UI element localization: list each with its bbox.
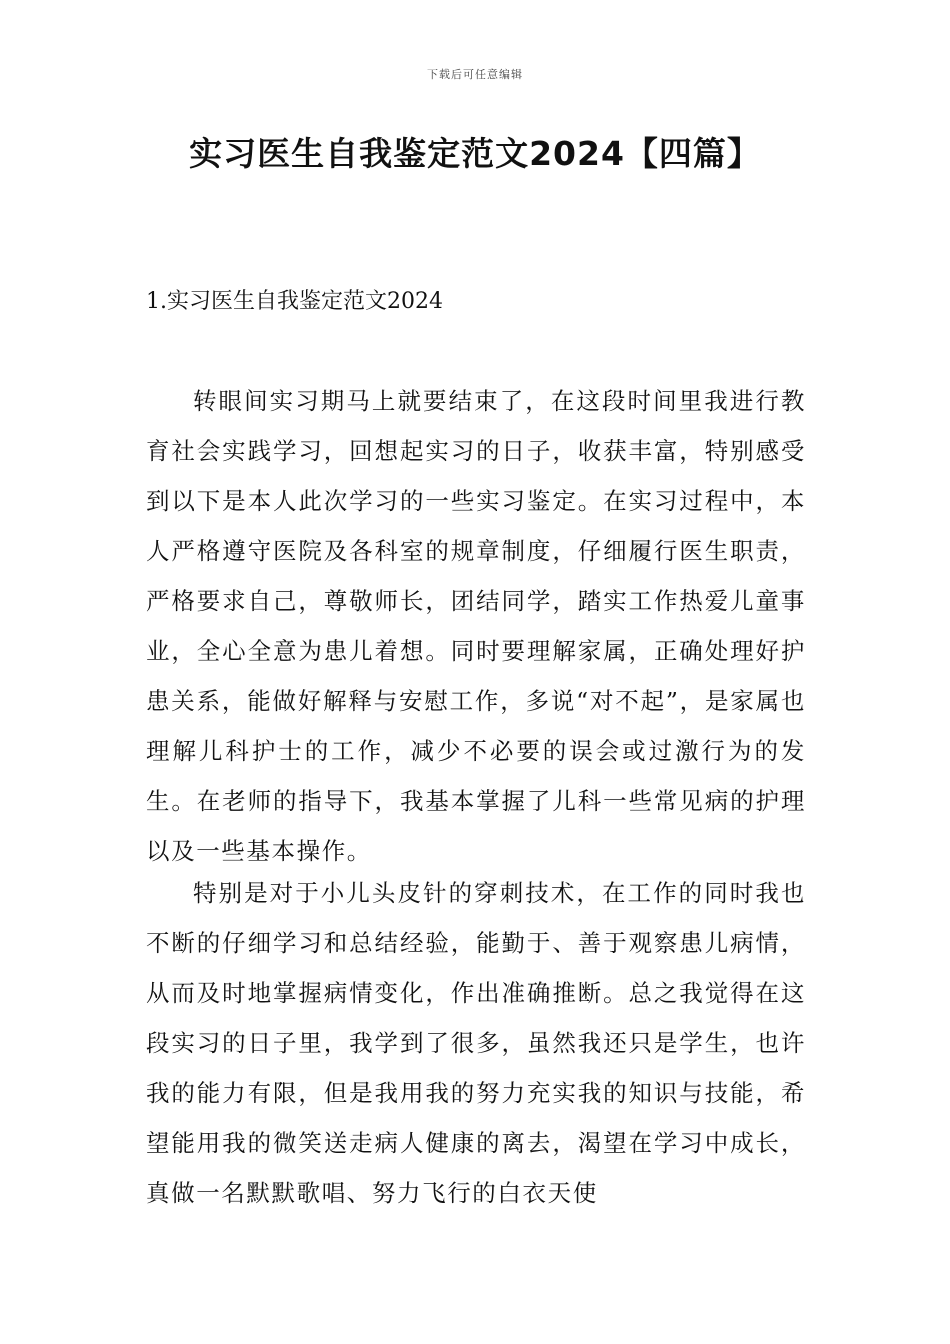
section-heading: 1.实习医生自我鉴定范文2024 [146, 289, 443, 314]
header-note: 下载后可任意编辑 [427, 68, 523, 81]
body-paragraph: 转眼间实习期马上就要结束了，在这段时间里我进行教育社会实践学习，回想起实习的日子，收获丰富，特别感受到以下是本人此次学习的一些实习鉴定。在实习过程中，本人严格遵守医院及各科室的规章制度，仔细履行医生职责，严格要求自己，尊敬师长，团结同学，踏实工作热爱儿童事业，全心全意为患儿着想。同时要理解家属，正确处理好护患关系，能做好解释与安慰工作，多说“对不起”，是家属也理解儿科护士的工作，减少不必要的误会或过激行为的发生。在老师的指导下，我基本掌握了儿科一些常见病的护理以及一些基本操作。 [146, 387, 806, 865]
body-paragraph-block-1 [146, 376, 806, 876]
body-paragraph: 特别是对于小儿头皮针的穿刺技术，在工作的同时我也不断的仔细学习和总结经验，能勤于、善于观察患儿病情，从而及时地掌握病情变化，作出准确推断。总之我觉得在这段实习的日子里，我学到了很多，虽然我还只是学生，也许我的能力有限，但是我用我的努力充实我的知识与技能，希望能用我的微笑送走病人健康的离去，渴望在学习中成长，真做一名默默歌唱、努力飞行的白衣天使 [146, 879, 806, 1207]
document-title: 实习医生自我鉴定范文2024【四篇】 [189, 134, 761, 173]
body-paragraph-block-2 [146, 868, 806, 1218]
